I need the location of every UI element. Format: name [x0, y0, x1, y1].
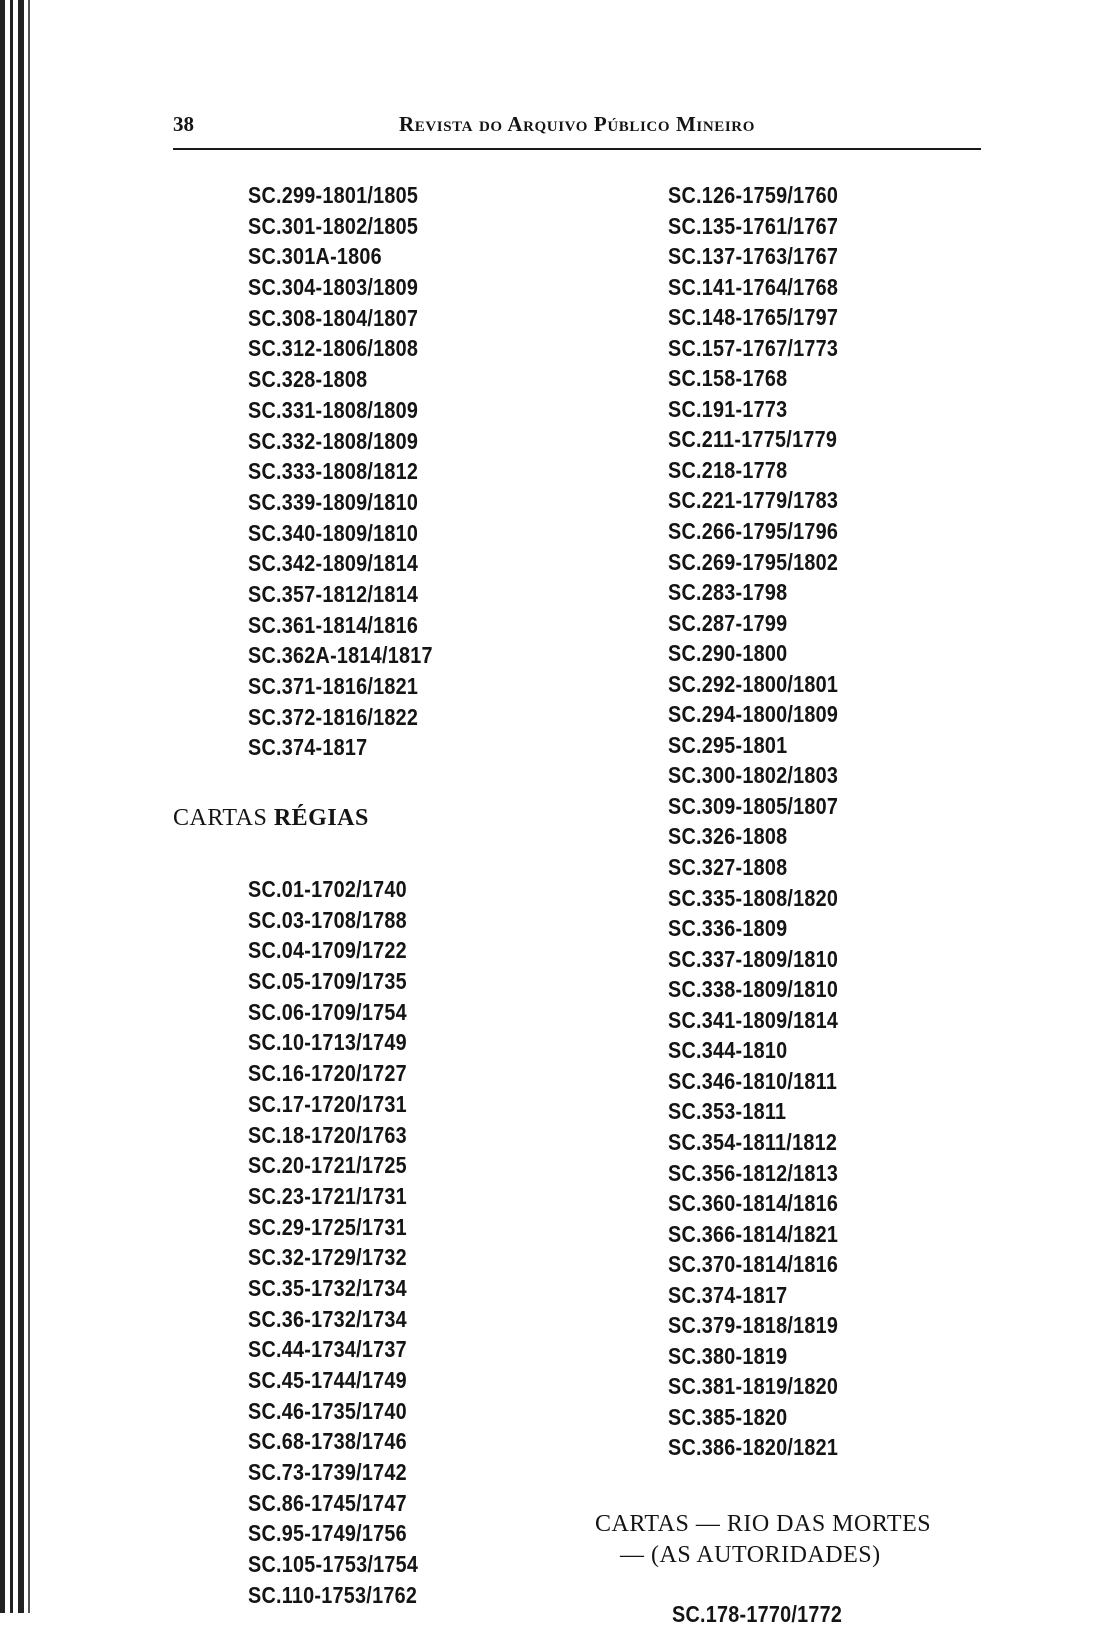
list-item: SC.73-1739/1742 — [248, 1459, 407, 1486]
list-item: SC.32-1729/1732 — [248, 1244, 407, 1271]
list-item: SC.357-1812/1814 — [248, 580, 419, 607]
list-item: SC.158-1768 — [668, 365, 788, 392]
list-item: SC.294-1800/1809 — [668, 701, 839, 728]
right-column-list — [668, 180, 866, 1463]
list-item: SC.371-1816/1821 — [248, 673, 419, 699]
list-item: SC.356-1812/1813 — [668, 1159, 839, 1186]
list-item: SC.178-1770/1772 — [672, 1601, 843, 1627]
list-item: SC.269-1795/1802 — [668, 548, 839, 575]
list-item: SC.04-1709/1722 — [248, 937, 407, 964]
list-item: SC.16-1720/1727 — [248, 1060, 407, 1087]
list-item: SC.344-1810 — [668, 1037, 788, 1064]
list-item: SC.299-1801/1805 — [248, 182, 419, 208]
list-item: SC.346-1810/1811 — [668, 1067, 838, 1094]
list-item: SC.381-1819/1820 — [668, 1373, 839, 1400]
cartas-regias-list — [248, 874, 446, 1611]
list-item: SC.126-1759/1760 — [668, 182, 839, 208]
list-item: SC.157-1767/1773 — [668, 334, 839, 361]
list-item: SC.328-1808 — [248, 366, 368, 393]
list-item: SC.362A-1814/1817 — [248, 642, 433, 669]
rio-das-mortes-list — [672, 1599, 870, 1630]
list-item: SC.336-1809 — [668, 915, 788, 942]
list-item: SC.342-1809/1814 — [248, 550, 419, 577]
list-item: SC.05-1709/1735 — [248, 968, 407, 995]
list-item: SC.283-1798 — [668, 579, 788, 606]
list-item: SC.45-1744/1749 — [248, 1367, 407, 1393]
list-item: SC.301-1802/1805 — [248, 212, 419, 239]
list-item: SC.191-1773 — [668, 395, 788, 422]
list-item: SC.110-1753/1762 — [248, 1581, 418, 1608]
list-item: SC.23-1721/1731 — [248, 1182, 407, 1209]
list-item: SC.372-1816/1822 — [248, 703, 419, 730]
list-item: SC.374-1817 — [668, 1281, 788, 1308]
list-item: SC.339-1809/1810 — [248, 488, 419, 515]
section-heading-autoridades: — (AS AUTORIDADES) — [620, 1542, 881, 1568]
list-item: SC.301A-1806 — [248, 243, 382, 270]
list-item: SC.333-1808/1812 — [248, 458, 419, 485]
list-item: SC.370-1814/1816 — [668, 1251, 839, 1278]
running-title: Revista do Arquivo Público Mineiro — [398, 112, 756, 136]
list-item: SC.68-1738/1746 — [248, 1428, 407, 1455]
list-item: SC.135-1761/1767 — [668, 212, 839, 239]
list-item: SC.137-1763/1767 — [668, 243, 839, 270]
section-heading-cartas-regias — [173, 802, 369, 834]
list-item: SC.17-1720/1731 — [248, 1090, 407, 1117]
list-item: SC.105-1753/1754 — [248, 1551, 419, 1578]
list-item: SC.218-1778 — [668, 456, 788, 483]
list-item: SC.95-1749/1756 — [248, 1520, 407, 1547]
heading-regias-word: RÉGIAS — [273, 805, 369, 831]
list-item: SC.36-1732/1734 — [248, 1305, 407, 1332]
list-item: SC.337-1809/1810 — [668, 945, 839, 972]
list-item: SC.10-1713/1749 — [248, 1029, 407, 1056]
page-header — [173, 112, 981, 150]
list-item: SC.331-1808/1809 — [248, 396, 419, 423]
list-item: SC.386-1820/1821 — [668, 1434, 839, 1461]
list-item: SC.361-1814/1816 — [248, 611, 419, 638]
heading-cartas-word: CARTAS — [173, 805, 268, 831]
list-item: SC.360-1814/1816 — [668, 1190, 839, 1217]
list-item: SC.354-1811/1812 — [668, 1128, 838, 1155]
list-item: SC.379-1818/1819 — [668, 1312, 839, 1339]
list-item: SC.332-1808/1809 — [248, 427, 419, 454]
list-item: SC.141-1764/1768 — [668, 273, 839, 300]
list-item: SC.366-1814/1821 — [668, 1220, 839, 1247]
list-item: SC.341-1809/1814 — [668, 1006, 839, 1033]
list-item: SC.01-1702/1740 — [248, 876, 407, 902]
list-item: SC.335-1808/1820 — [668, 884, 839, 911]
list-item: SC.211-1775/1779 — [668, 426, 838, 453]
list-item: SC.266-1795/1796 — [668, 518, 839, 545]
list-item: SC.20-1721/1725 — [248, 1152, 407, 1179]
list-item: SC.326-1808 — [668, 823, 788, 850]
list-item: SC.46-1735/1740 — [248, 1397, 407, 1424]
list-item: SC.308-1804/1807 — [248, 304, 419, 331]
book-binding-edge — [0, 0, 42, 1613]
list-item: SC.290-1800 — [668, 640, 788, 667]
list-item: SC.304-1803/1809 — [248, 274, 419, 301]
list-item: SC.353-1811 — [668, 1098, 787, 1125]
list-item: SC.287-1799 — [668, 609, 788, 636]
list-item: SC.338-1809/1810 — [668, 976, 839, 1003]
list-item: SC.18-1720/1763 — [248, 1121, 407, 1148]
list-item: SC.29-1725/1731 — [248, 1213, 407, 1240]
list-item: SC.380-1819 — [668, 1342, 788, 1369]
list-item: SC.06-1709/1754 — [248, 998, 407, 1025]
list-item: SC.340-1809/1810 — [248, 519, 419, 546]
list-item: SC.03-1708/1788 — [248, 906, 407, 933]
list-item: SC.295-1801 — [668, 731, 788, 758]
list-item: SC.385-1820 — [668, 1403, 788, 1430]
list-item: SC.35-1732/1734 — [248, 1274, 407, 1301]
list-item: SC.221-1779/1783 — [668, 487, 839, 514]
list-item: SC.44-1734/1737 — [248, 1336, 407, 1363]
list-item: SC.148-1765/1797 — [668, 304, 839, 331]
list-item: SC.300-1802/1803 — [668, 762, 839, 789]
section-heading-rio-das-mortes: CARTAS — RIO DAS MORTES — [595, 1511, 932, 1537]
left-column-list — [248, 180, 463, 763]
list-item: SC.327-1808 — [668, 854, 788, 881]
list-item: SC.86-1745/1747 — [248, 1489, 407, 1516]
list-item: SC.312-1806/1808 — [248, 335, 419, 362]
page-number: 38 — [173, 112, 194, 136]
list-item: SC.309-1805/1807 — [668, 792, 839, 819]
list-item: SC.292-1800/1801 — [668, 670, 839, 697]
list-item: SC.374-1817 — [248, 734, 368, 761]
